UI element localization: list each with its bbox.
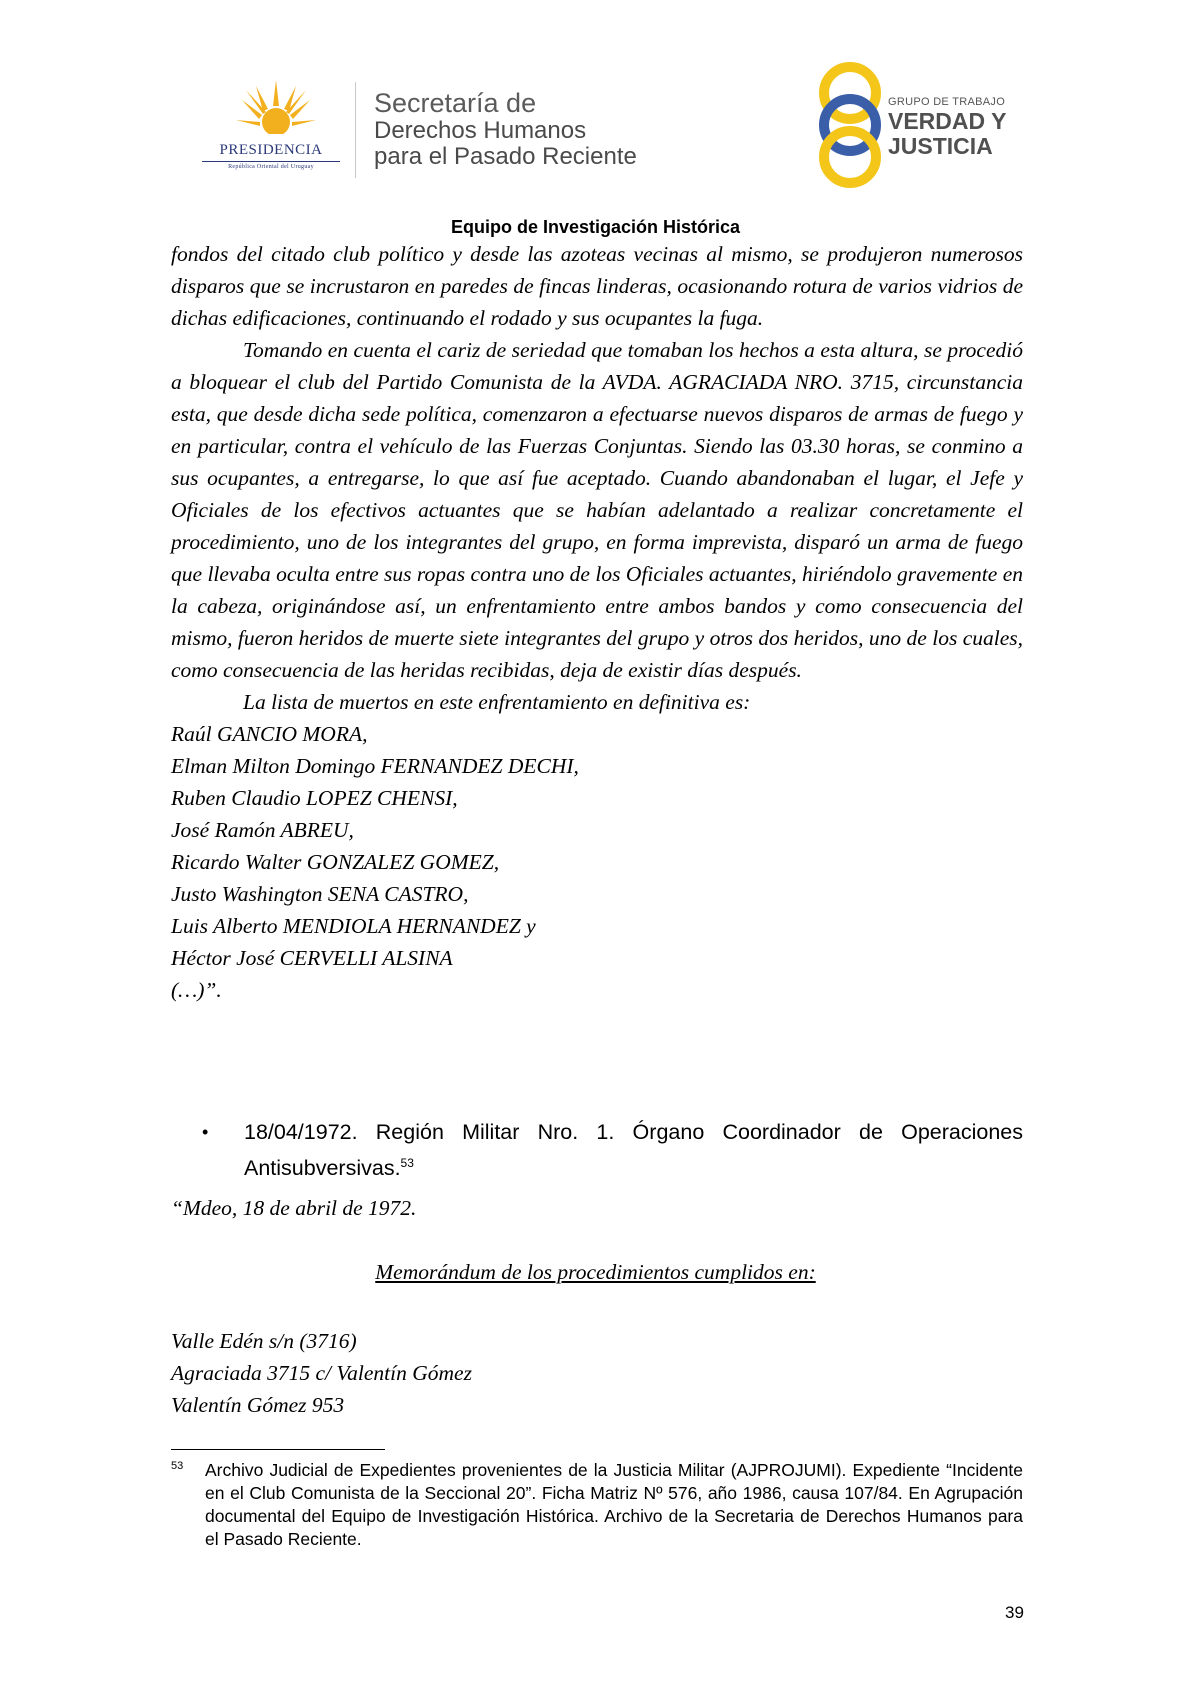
quote-ellipsis: (…)”. (171, 978, 222, 1002)
footnote (171, 1459, 1023, 1551)
header-divider (355, 82, 356, 178)
address-item: Valentín Gómez 953 (171, 1393, 345, 1417)
address-item: Agraciada 3715 c/ Valentín Gómez (171, 1361, 472, 1385)
address-list (171, 1325, 472, 1421)
name-list-item: Elman Milton Domingo FERNANDEZ DECHI, (171, 754, 579, 778)
grupo-line-1: GRUPO DE TRABAJO (888, 96, 1006, 108)
memo-title: Memorándum de los procedimientos cumplidos en: (375, 1260, 816, 1284)
grupo-line-2: VERDAD Y (888, 108, 1007, 134)
name-list-item: Luis Alberto MENDIOLA HERNANDEZ y (171, 914, 536, 938)
footnote-ref[interactable]: 53 (400, 1156, 414, 1170)
name-list-item: Justo Washington SENA CASTRO, (171, 882, 469, 906)
name-list-item: Ricardo Walter GONZALEZ GOMEZ, (171, 850, 500, 874)
name-list-item: Héctor José CERVELLI ALSINA (171, 946, 453, 970)
footnote-text: Archivo Judicial de Expedientes provenientes de la Justicia Militar (AJPROJUMI). Expediente “Incidente en el Club Comunista de la Seccional 20”. Ficha Matriz Nº 576, año 1986, causa 107/84. En Agrupación documental del Equipo de Investigación Histórica. Archivo de la Secretaria de Derechos Humanos para el Pasado Reciente. (205, 1460, 1023, 1549)
presidencia-label: PRESIDENCIA (219, 142, 323, 158)
secretaria-line-3: para el Pasado Reciente (374, 143, 637, 170)
paragraph-2: Tomando en cuenta el cariz de seriedad que tomaban los hechos a esta altura, se procedió a bloquear el club del Partido Comunista de la AVDA. AGRACIADA NRO. 3715, circunstancia esta, que desde dicha sede política, comenzaron a efectuarse nuevos disparos de armas de fuego y en particular, contra el vehículo de las Fuerzas Conjuntas. Siendo las 03.30 horas, se conmino a sus ocupantes, a entregarse, lo que así fue aceptado. Cuando abandonaban el lugar, el Jefe y Oficiales de los efectivos actuantes que se habían adelantado a realizar concretamente el procedimiento, uno de los integrantes del grupo, en forma imprevista, disparó un arma de fuego que llevaba oculta entre sus ropas contra uno de los Oficiales actuantes, hiriéndolo gravemente en la cabeza, originándose así, un enfrentamiento entre ambos bandos y como consecuencia del mismo, fueron heridos de muerte siete integrantes del grupo y otros dos heridos, uno de los cuales, como consecuencia de las heridas recibidas, deja de existir días después. (171, 338, 1023, 682)
name-list-item: Raúl GANCIO MORA, (171, 722, 368, 746)
footnote-separator (171, 1449, 385, 1450)
body-text (171, 238, 1023, 1006)
bullet-dot: • (202, 1122, 209, 1142)
address-item: Valle Edén s/n (3716) (171, 1329, 357, 1353)
presidencia-logo (196, 78, 346, 178)
name-list-item: Ruben Claudio LOPEZ CHENSI, (171, 786, 458, 810)
memo-date: “Mdeo, 18 de abril de 1972. (171, 1196, 417, 1220)
secretaria-line-1: Secretaría de (374, 88, 537, 118)
paragraph-3: La lista de muertos en este enfrentamiento en definitiva es: (243, 690, 751, 714)
presidencia-subtitle: República Oriental del Uruguay (228, 164, 314, 170)
grupo-line-3: JUSTICIA (888, 133, 993, 159)
presidencia-rule (202, 161, 340, 162)
bullet-text (244, 1117, 1023, 1184)
verdad-justicia-text (888, 96, 1006, 159)
team-title: Equipo de Investigación Histórica (450, 217, 741, 237)
interlocked-rings-icon (814, 62, 886, 188)
secretaria-line-2: Derechos Humanos (374, 117, 587, 144)
paragraph-1: fondos del citado club político y desde las azoteas vecinas al mismo, se produjeron numerosos disparos que se incrustaron en paredes de fincas linderas, ocasionando rotura de varios vidrios de dichas edificaciones, continuando el rodado y sus ocupantes la fuga. (171, 242, 1023, 330)
bullet-item (202, 1117, 1023, 1184)
verdad-justicia-logo (814, 62, 1024, 188)
page-number: 39 (1005, 1603, 1024, 1622)
sun-logo-icon (236, 78, 316, 140)
name-list-item: José Ramón ABREU, (171, 818, 354, 842)
secretaria-logotype (374, 88, 637, 170)
bullet-content: 18/04/1972. Región Militar Nro. 1. Órgano Coordinador de Operaciones Antisubversivas. (244, 1120, 1023, 1181)
footnote-number: 53 (171, 1460, 184, 1472)
